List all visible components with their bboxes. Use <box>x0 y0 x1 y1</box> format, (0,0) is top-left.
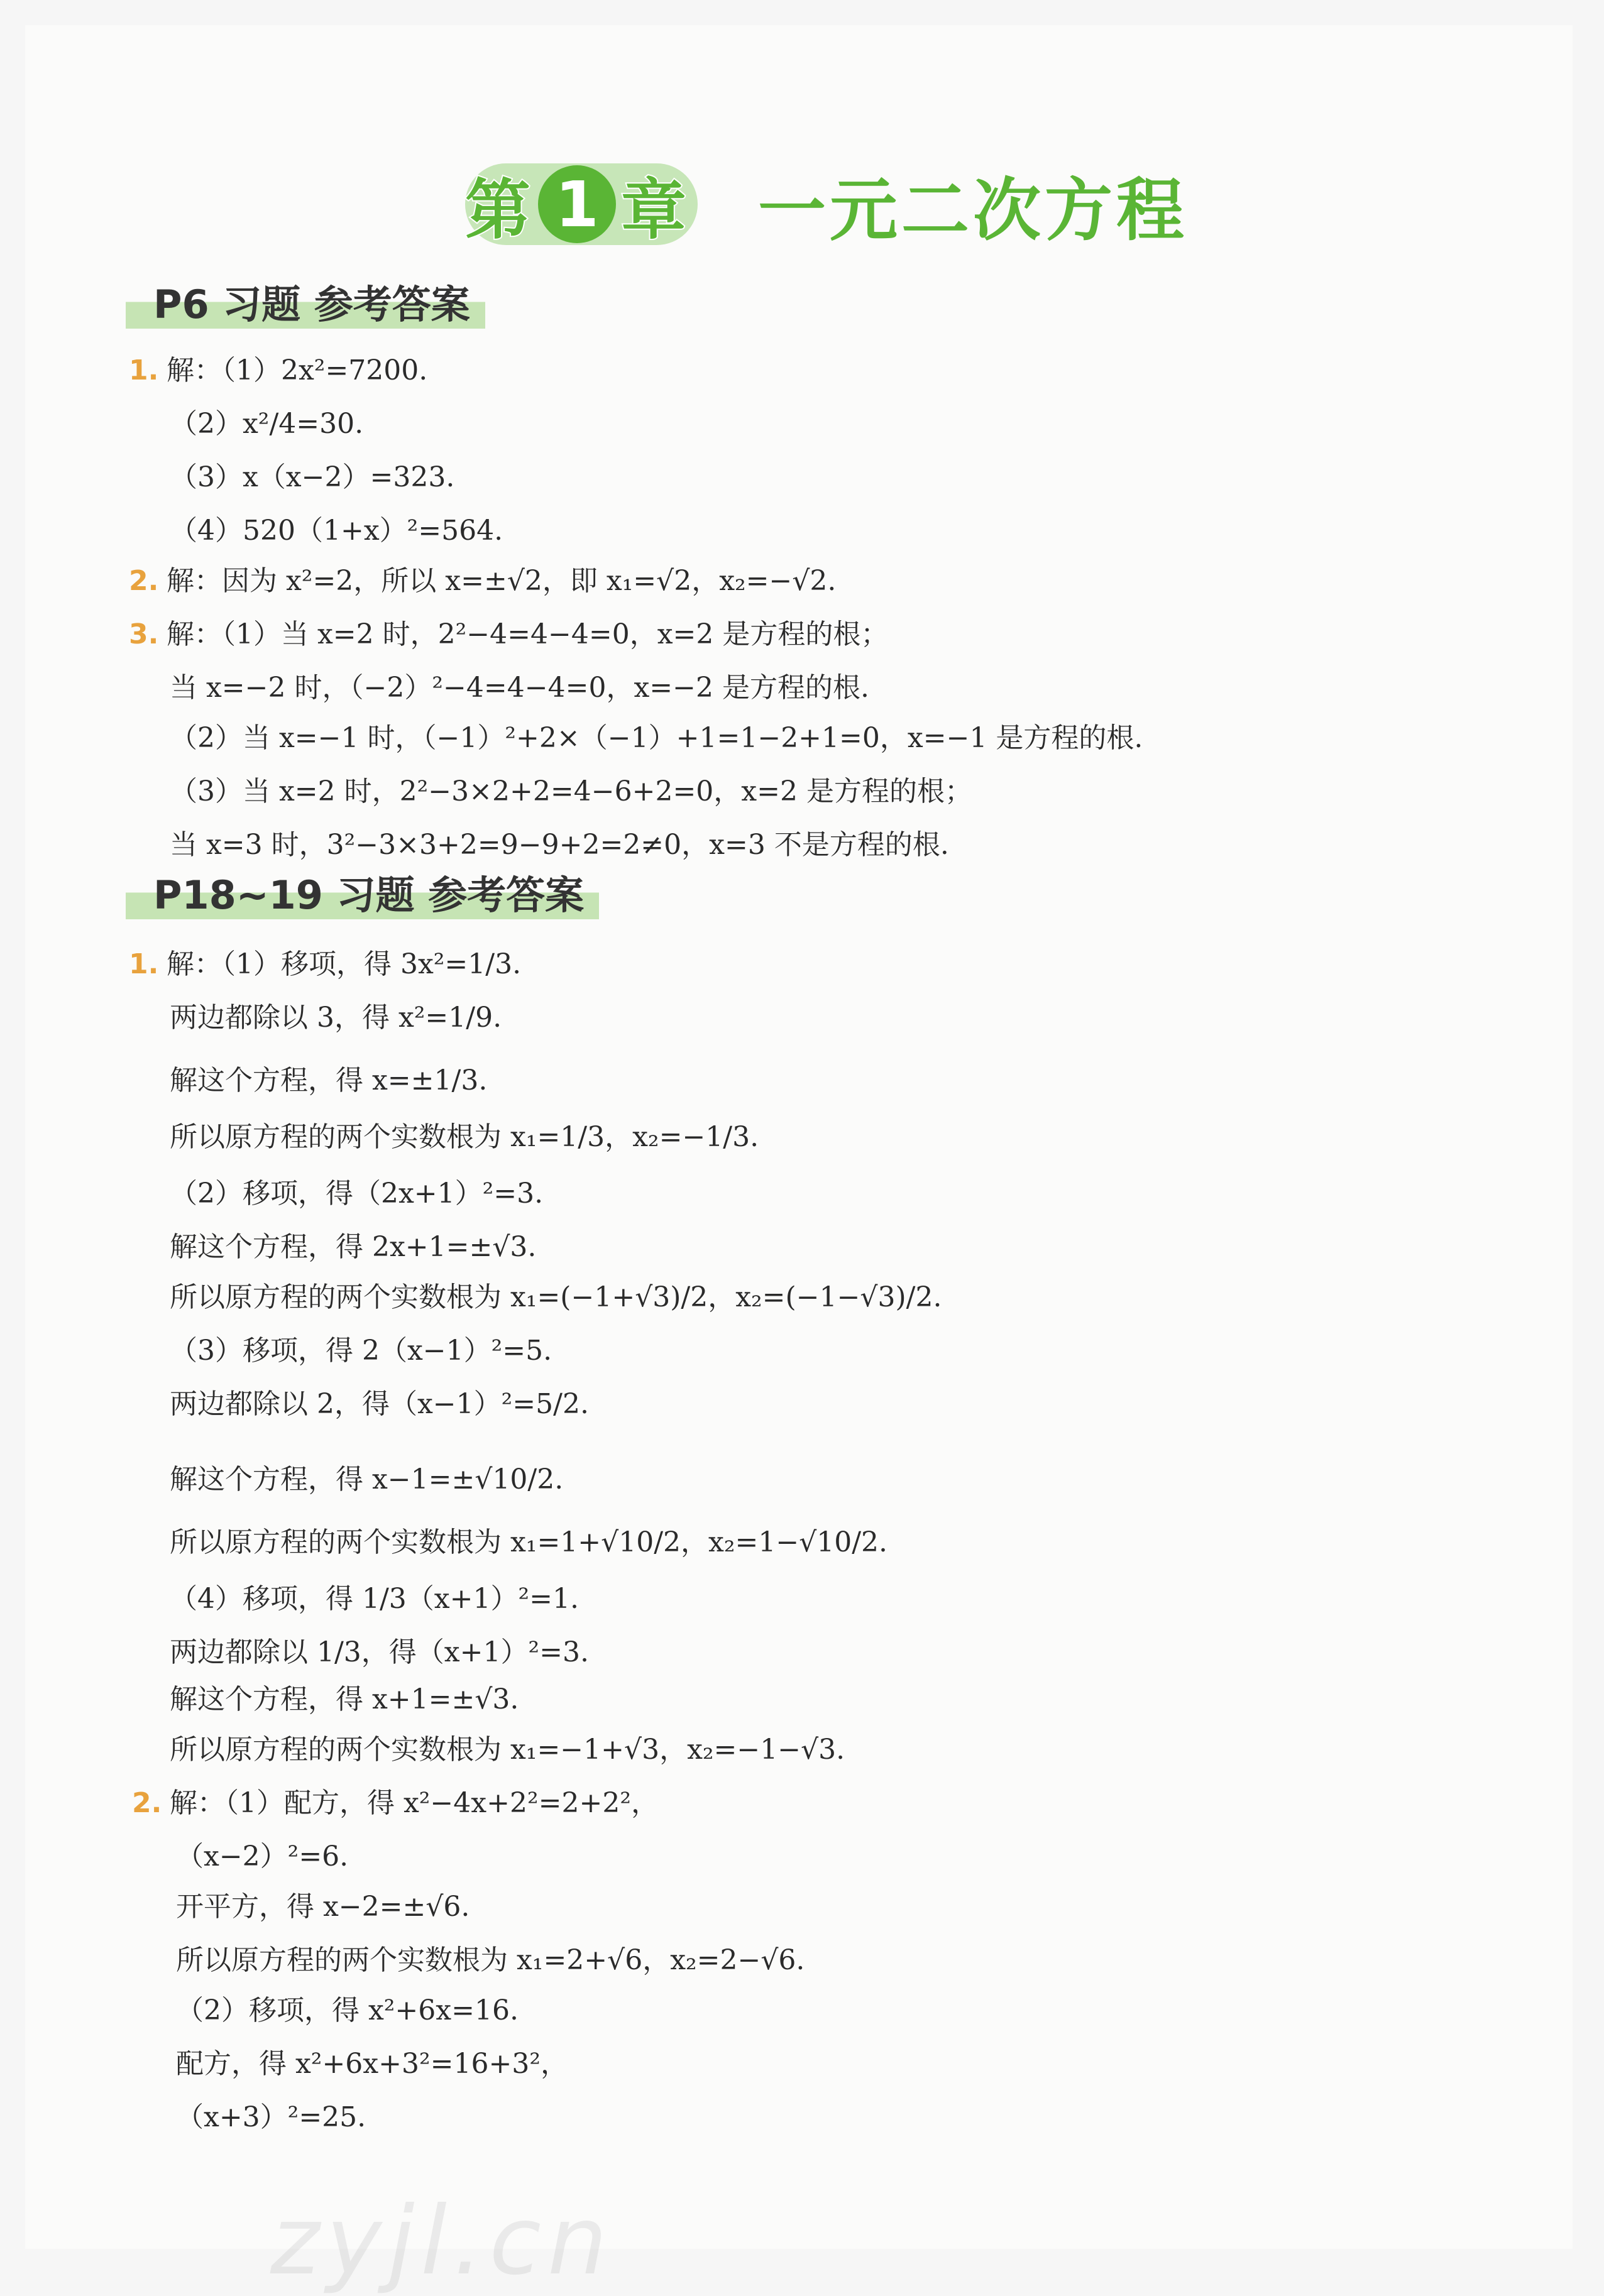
section-heading-p18-19: P18~19 习题 参考答案 <box>126 867 599 924</box>
question-number: 2. <box>129 565 159 597</box>
answer-line: （3）当 x=2 时，2²−3×2+2=4−6+2=0，x=2 是方程的根； <box>170 775 972 807</box>
answer-line: 解这个方程，得 x+1=±√3. <box>170 1683 519 1715</box>
page <box>25 25 1573 2296</box>
answer-line: 所以原方程的两个实数根为 x₁=(−1+√3)/2，x₂=(−1−√3)/2. <box>170 1281 942 1313</box>
answer-line <box>129 562 836 600</box>
answer-line: 所以原方程的两个实数根为 x₁=1+√10/2，x₂=1−√10/2. <box>170 1526 888 1558</box>
watermark: zyjl.cn <box>270 2187 614 2296</box>
section-heading-p6: P6 习题 参考答案 <box>126 276 485 333</box>
answer-line: 开平方，得 x−2=±√6. <box>176 1891 470 1923</box>
answer-line: 解这个方程，得 2x+1=±√3. <box>170 1231 537 1263</box>
answer-text: 解：（1）2x²=7200. <box>167 354 428 386</box>
answer-text: 解：因为 x²=2，所以 x=±√2，即 x₁=√2，x₂=−√2. <box>167 565 837 597</box>
answer-line: 所以原方程的两个实数根为 x₁=1/3，x₂=−1/3. <box>170 1121 759 1153</box>
answer-line: （2）移项，得（2x+1）²=3. <box>170 1178 544 1210</box>
answer-line: 解这个方程，得 x−1=±√10/2. <box>170 1463 564 1495</box>
chapter-number: 1 <box>538 165 616 243</box>
answer-line: 当 x=3 时，3²−3×3+2=9−9+2=2≠0，x=3 不是方程的根. <box>170 829 949 861</box>
answer-line: （4）520（1+x）²=564. <box>170 515 503 547</box>
answer-line <box>129 946 521 983</box>
answer-line: 配方，得 x²+6x+3²=16+3²， <box>176 2048 568 2080</box>
answer-line <box>132 1785 659 1822</box>
chapter-prefix: 第 <box>465 172 534 248</box>
answer-line: 当 x=−2 时，（−2）²−4=4−4=0，x=−2 是方程的根. <box>170 672 869 704</box>
question-number: 1. <box>129 354 159 386</box>
answer-line: 解这个方程，得 x=±1/3. <box>170 1064 488 1096</box>
answer-line: （3）移项，得 2（x−1）²=5. <box>170 1335 552 1367</box>
chapter-suffix: 章 <box>621 172 689 248</box>
answer-line <box>129 352 427 390</box>
chapter-header <box>465 151 1188 258</box>
answer-line <box>129 616 888 653</box>
answer-text: 解：（1）移项，得 3x²=1/3. <box>167 948 522 980</box>
answer-line: 所以原方程的两个实数根为 x₁=−1+√3，x₂=−1−√3. <box>170 1734 845 1766</box>
question-number: 2. <box>132 1787 162 1819</box>
answer-text: 解：（1）当 x=2 时，2²−4=4−4=0，x=2 是方程的根； <box>167 618 889 650</box>
answer-line: 两边都除以 1/3，得（x+1）²=3. <box>170 1636 589 1668</box>
answer-line: 两边都除以 3，得 x²=1/9. <box>170 1002 502 1034</box>
chapter-title: 一元二次方程 <box>758 171 1189 250</box>
answer-line: （3）x（x−2）=323. <box>170 461 455 493</box>
answer-text: 解：（1）配方，得 x²−4x+2²=2+2²， <box>170 1787 659 1819</box>
question-number: 3. <box>129 618 159 650</box>
answer-line: （4）移项，得 1/3（x+1）²=1. <box>170 1583 579 1615</box>
answer-line: 两边都除以 2，得（x−1）²=5/2. <box>170 1388 589 1420</box>
question-number: 1. <box>129 948 159 980</box>
answer-line: （x−2）²=6. <box>176 1840 349 1872</box>
answer-line: （2）当 x=−1 时，（−1）²+2×（−1）+1=1−2+1=0，x=−1 是方程的根. <box>170 722 1143 754</box>
chapter-badge <box>465 151 689 258</box>
answer-line: （2）x²/4=30. <box>170 408 364 440</box>
answer-line: （2）移项，得 x²+6x=16. <box>176 1994 519 2026</box>
answer-line: 所以原方程的两个实数根为 x₁=2+√6，x₂=2−√6. <box>176 1944 805 1976</box>
answer-line: （x+3）²=25. <box>176 2101 366 2133</box>
